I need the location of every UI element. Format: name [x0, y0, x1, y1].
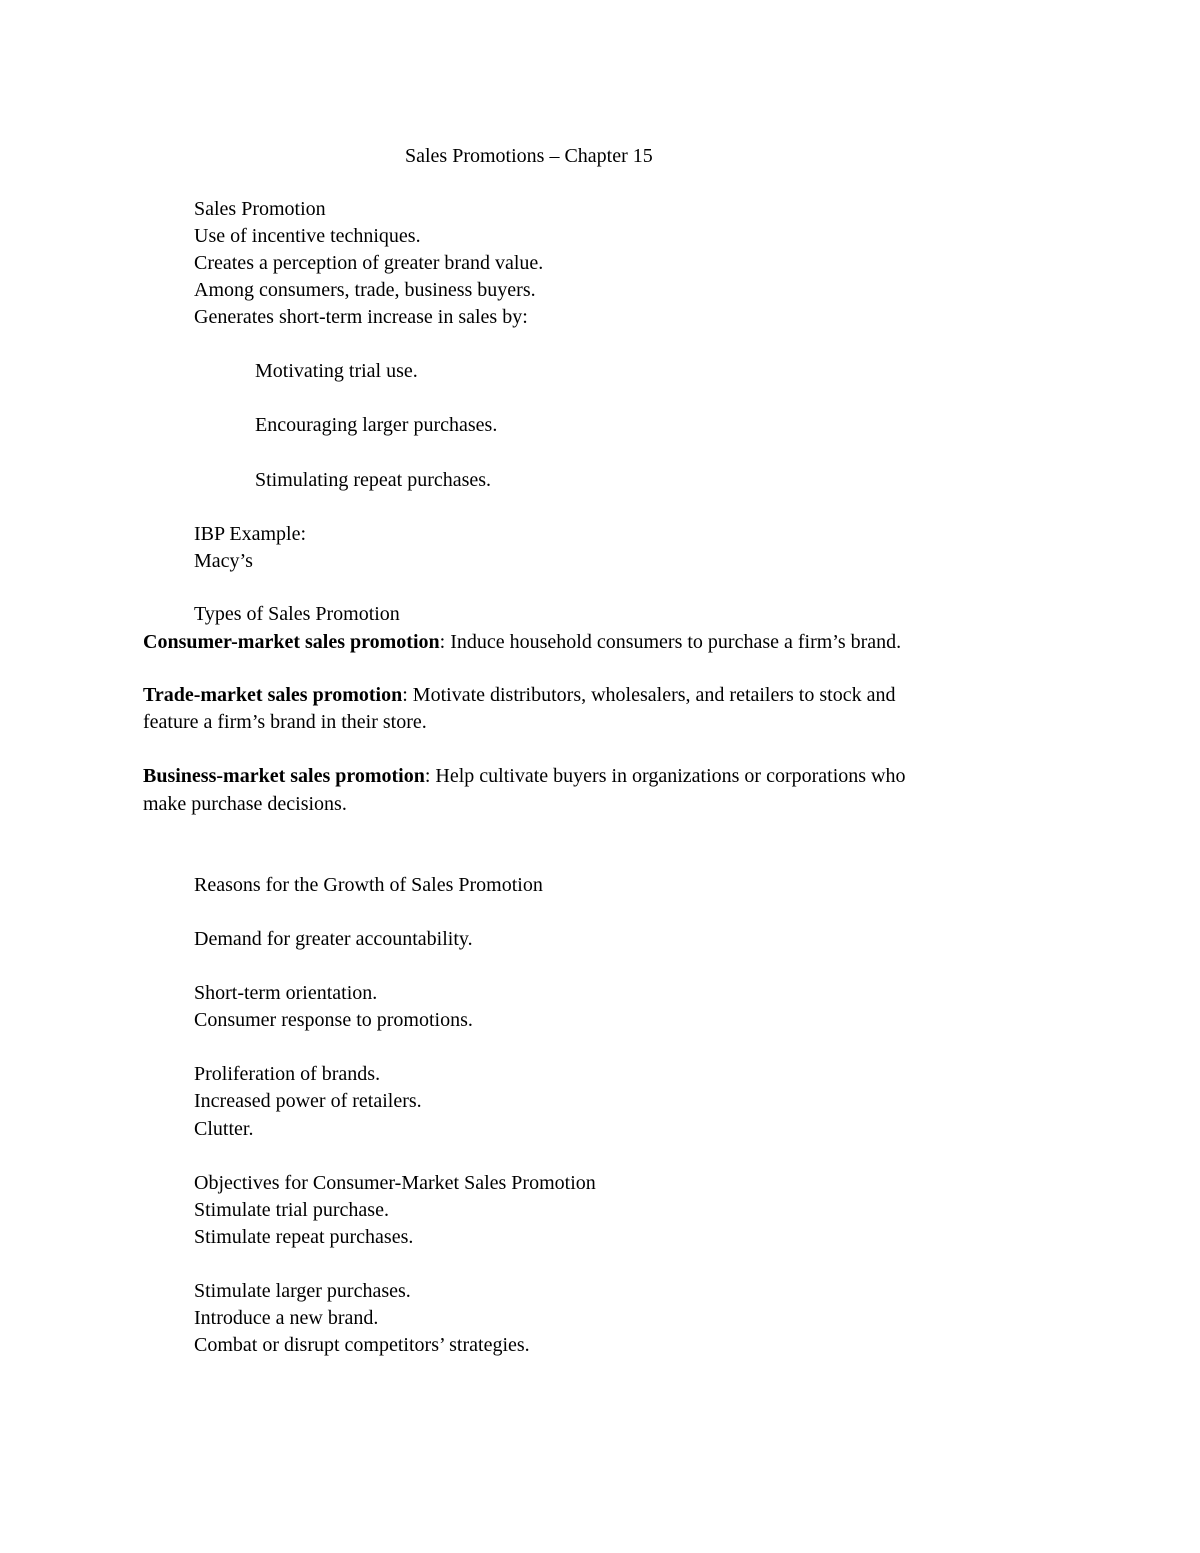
objective-item: Combat or disrupt competitors’ strategies.	[194, 1334, 530, 1356]
growth-item: Clutter.	[194, 1118, 254, 1140]
objective-item: Stimulate larger purchases.	[194, 1280, 411, 1302]
ibp-example-value: Macy’s	[194, 550, 253, 572]
intro-line: Generates short-term increase in sales by:	[194, 306, 528, 328]
objective-item: Stimulate trial purchase.	[194, 1199, 389, 1221]
objective-item: Stimulate repeat purchases.	[194, 1226, 414, 1248]
section-heading-objectives: Objectives for Consumer-Market Sales Promotion	[194, 1172, 596, 1194]
intro-sub-item: Stimulating repeat purchases.	[255, 469, 492, 491]
growth-item: Demand for greater accountability.	[194, 928, 473, 950]
definition-consumer-market	[143, 629, 901, 656]
definition-term: Trade-market sales promotion	[143, 684, 403, 706]
objective-item: Introduce a new brand.	[194, 1307, 379, 1329]
growth-item: Short-term orientation.	[194, 982, 378, 1004]
intro-line: Creates a perception of greater brand value.	[194, 252, 544, 274]
definition-text-continued: feature a firm’s brand in their store.	[143, 711, 427, 733]
section-heading-sales-promotion: Sales Promotion	[194, 198, 326, 220]
intro-sub-item: Motivating trial use.	[255, 360, 418, 382]
growth-item: Proliferation of brands.	[194, 1063, 381, 1085]
definition-term: Business-market sales promotion	[143, 765, 425, 787]
ibp-example-label: IBP Example:	[194, 523, 307, 545]
growth-item: Increased power of retailers.	[194, 1090, 422, 1112]
document-title: Sales Promotions – Chapter 15	[405, 145, 653, 167]
intro-sub-item: Encouraging larger purchases.	[255, 414, 498, 436]
section-heading-types: Types of Sales Promotion	[194, 603, 400, 625]
intro-line: Among consumers, trade, business buyers.	[194, 279, 536, 301]
definition-text-continued: make purchase decisions.	[143, 793, 347, 815]
definition-text: : Motivate distributors, wholesalers, and retailers to stock and	[402, 684, 896, 706]
definition-trade-market	[143, 682, 895, 709]
definition-text: : Induce household consumers to purchase a firm’s brand.	[439, 631, 902, 653]
intro-line: Use of incentive techniques.	[194, 225, 421, 247]
definition-text: : Help cultivate buyers in organizations or corporations who	[424, 765, 906, 787]
growth-item: Consumer response to promotions.	[194, 1009, 473, 1031]
definition-term: Consumer-market sales promotion	[143, 631, 440, 653]
section-heading-growth: Reasons for the Growth of Sales Promotion	[194, 874, 543, 896]
definition-business-market	[143, 763, 906, 790]
